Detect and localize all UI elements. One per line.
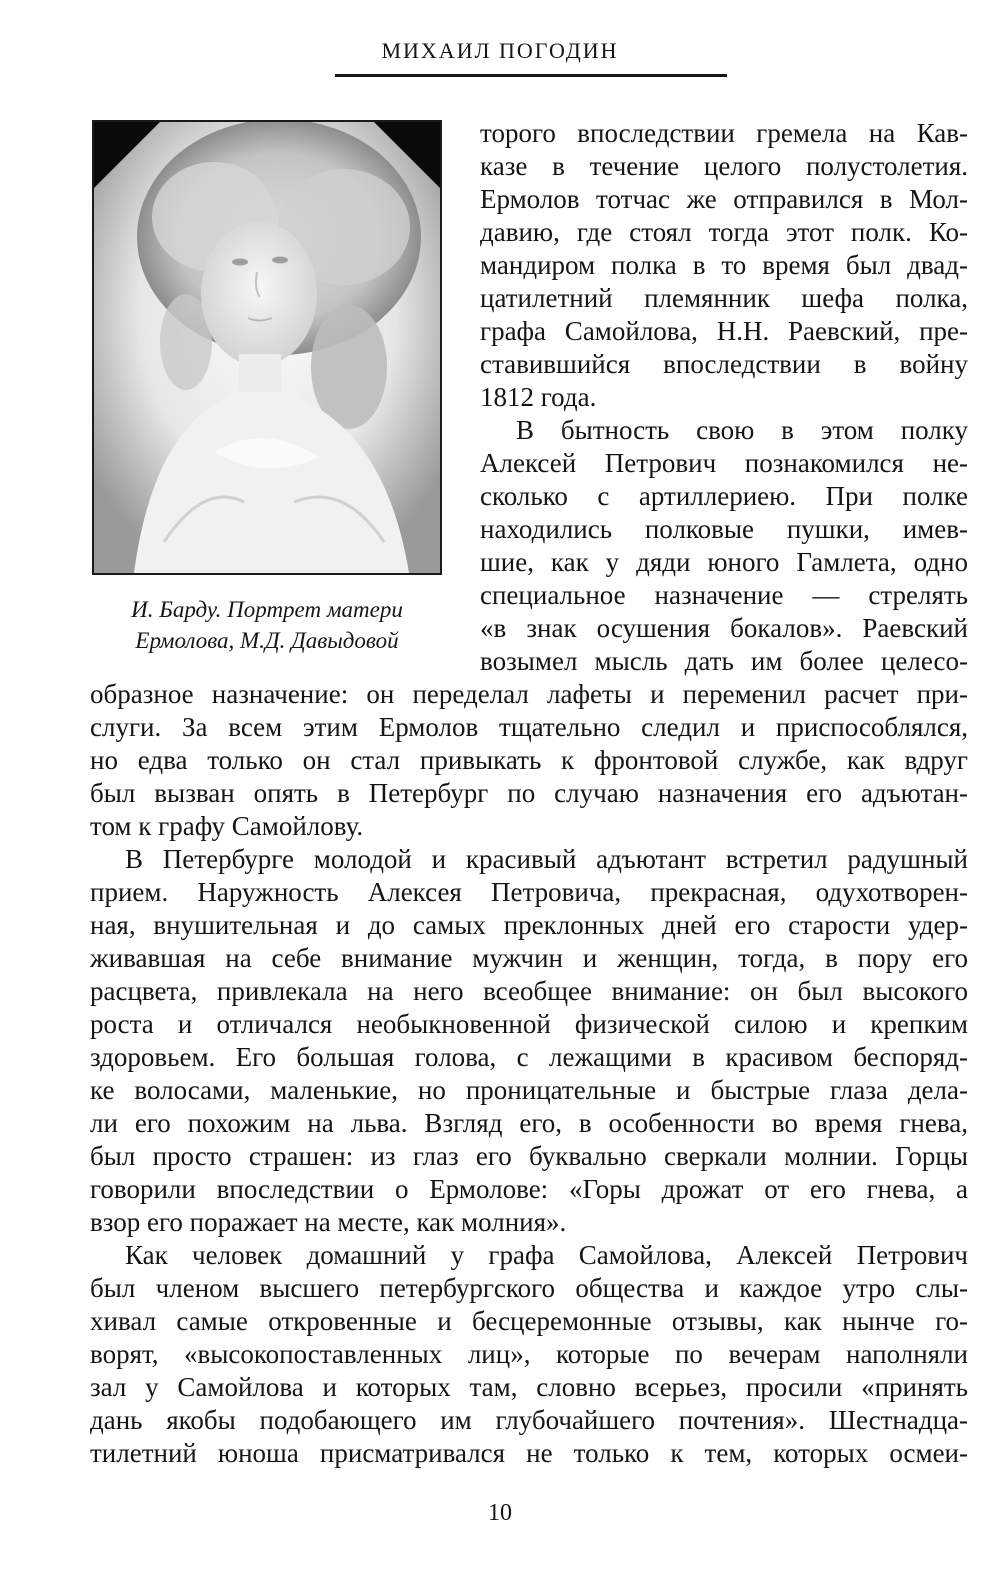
- text-line: мандиром полка в то время был двад-: [480, 250, 968, 280]
- text-line: дань якобы подобающего им глубочайшего почтения». Шестнадца-: [90, 1405, 968, 1435]
- text-line: том к графу Самойлову.: [90, 811, 364, 841]
- text-line: находились полковые пушки, имев-: [480, 514, 968, 544]
- text-line: цатилетний племянник шефа полка,: [480, 283, 968, 313]
- text-line: графа Самойлова, Н.Н. Раевский, пре-: [480, 316, 968, 346]
- text-line: ставившийся впоследствии в войну: [480, 349, 968, 379]
- text-line: расцвета, привлекала на него всеобщее внимание: он был высокого: [90, 976, 968, 1006]
- text-line: ная, внушительная и до самых преклонных дней его старости удер-: [90, 910, 968, 940]
- caption-line: И. Барду. Портрет матери: [131, 597, 403, 622]
- text-line: специальное назначение — стрелять: [480, 580, 968, 610]
- text-line: говорили впоследствии о Ермолове: «Горы дрожат от его гнева, а: [90, 1174, 968, 1204]
- text-line: сколько с артиллериею. При полке: [480, 481, 968, 511]
- text-line: ли его похожим на льва. Взгляд его, в особенности во время гнева,: [90, 1108, 968, 1138]
- text-line: взор его поражает на месте, как молния».: [90, 1207, 567, 1237]
- text-line: торого впоследствии гремела на Кав-: [480, 118, 968, 148]
- text-line: шие, как у дяди юного Гамлета, одно: [480, 547, 968, 577]
- text-line: зал у Самойлова и которых там, словно всерьез, просили «принять: [90, 1372, 968, 1402]
- text-line: Как человек домашний у графа Самойлова, Алексей Петрович: [125, 1240, 968, 1270]
- text-line: слуги. За всем этим Ермолов тщательно следил и приспособлялся,: [90, 712, 968, 742]
- header-rule: [335, 74, 727, 77]
- text-line: образное назначение: он переделал лафеты и переменил расчет при-: [90, 679, 968, 709]
- running-header: МИХАИЛ ПОГОДИН: [381, 38, 619, 63]
- text-line: 1812 года.: [480, 382, 597, 412]
- text-line: был просто страшен: из глаз его буквально сверкали молнии. Горцы: [90, 1141, 968, 1171]
- text-line: «в знак осушения бокалов». Раевский: [480, 613, 968, 643]
- text-line: казе в течение целого полустолетия.: [480, 151, 968, 181]
- text-line: давию, где стоял тогда этот полк. Ко-: [480, 217, 968, 247]
- text-line: прием. Наружность Алексея Петровича, прекрасная, одухотворен-: [90, 877, 968, 907]
- figure-caption: [92, 594, 442, 656]
- text-line: ворят, «высокопоставленных лиц», которые по вечерам наполняли: [90, 1339, 968, 1369]
- text-line: был вызван опять в Петербург по случаю назначения его адъютан-: [90, 778, 968, 808]
- text-line: Алексей Петрович познакомился не-: [480, 448, 968, 478]
- text-line: Ермолов тотчас же отправился в Мол-: [480, 184, 968, 214]
- text-line: роста и отличался необыкновенной физической силою и крепким: [90, 1009, 968, 1039]
- caption-line: Ермолова, М.Д. Давыдовой: [135, 628, 399, 653]
- text-line: здоровьем. Его большая голова, с лежащими в красивом беспоряд-: [90, 1042, 968, 1072]
- text-line: хивал самые откровенные и бесцеремонные отзывы, как нынче го-: [90, 1306, 968, 1336]
- text-line: живавшая на себе внимание мужчин и женщин, тогда, в пору его: [90, 943, 968, 973]
- text-line: но едва только он стал привыкать к фронтовой службе, как вдруг: [90, 745, 968, 775]
- text-line: В Петербурге молодой и красивый адъютант встретил радушный: [125, 844, 968, 874]
- portrait-image: [92, 120, 442, 575]
- page-number: 10: [488, 1500, 512, 1526]
- text-line: тилетний юноша присматривался не только к тем, которых осмеи-: [90, 1438, 968, 1468]
- text-line: В бытность свою в этом полку: [516, 415, 968, 445]
- text-line: ке волосами, маленькие, но проницательные и быстрые глаза дела-: [90, 1075, 968, 1105]
- text-line: возымел мысль дать им более целесо-: [480, 646, 968, 676]
- text-line: был членом высшего петербургского общества и каждое утро слы-: [90, 1273, 968, 1303]
